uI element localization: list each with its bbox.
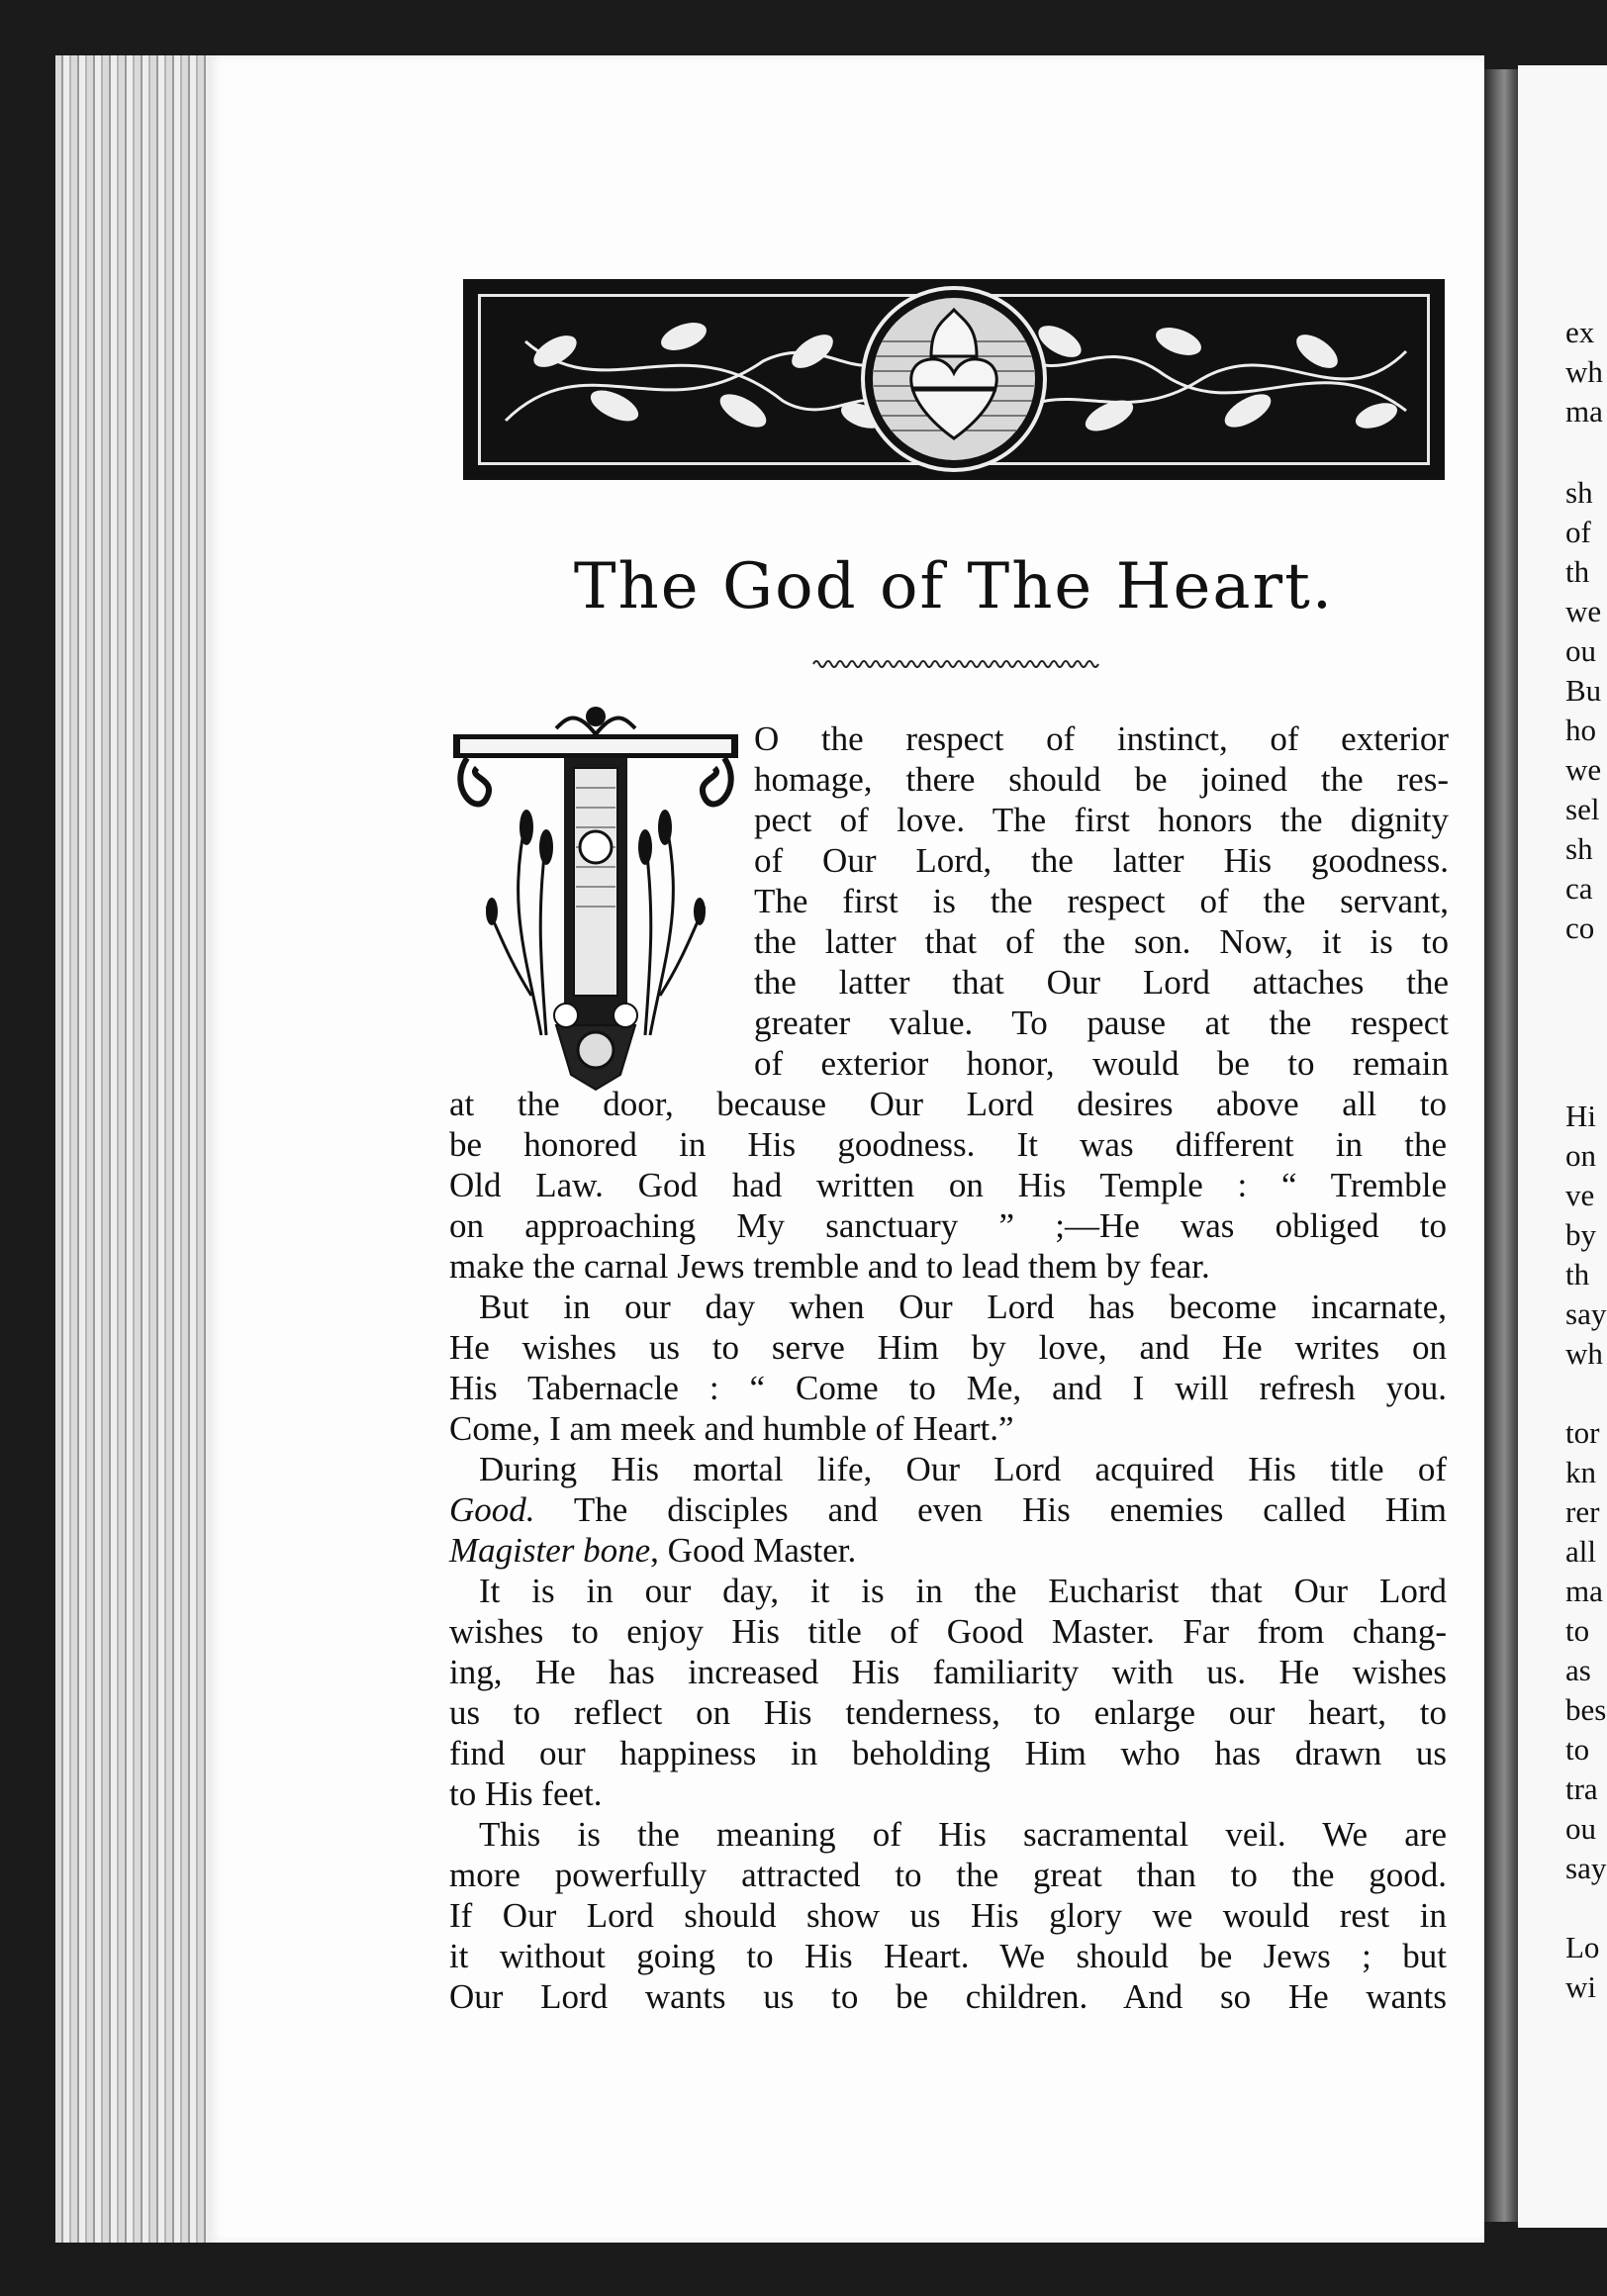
text-span: The disciples and even His enemies called Him [534,1490,1447,1529]
ornamental-header-banner [463,279,1445,480]
facing-page-fragment: ca [1565,871,1593,906]
facing-page-fragment: of [1565,515,1591,549]
facing-page-fragment: sh [1565,475,1593,510]
facing-page-fragment: sel [1565,792,1600,826]
facing-page-fragment: tra [1565,1771,1598,1806]
page-title: The God of The Heart. [573,550,1335,623]
text-line: pect of love. The first honors the dignity [754,801,1449,839]
facing-page-fragment: we [1565,594,1602,628]
text-line [449,1530,1447,1571]
text-line: If Our Lord should show us His glory we would rest in [449,1896,1447,1935]
text-line: During His mortal life, Our Lord acquired His title of [479,1450,1447,1488]
text-line: of Our Lord, the latter His goodness. [754,841,1449,880]
text-line: at the door, because Our Lord desires above all to [449,1085,1447,1123]
facing-page-fragment: by [1565,1217,1596,1252]
text-line: But in our day when Our Lord has become incarnate, [479,1288,1447,1326]
text-line: of exterior honor, would be to remain [754,1044,1449,1083]
text-line: wishes to enjoy His title of Good Master. Far from chang- [449,1612,1447,1651]
ornamental-dropcap-t [447,699,744,1095]
facing-page-fragment: wh [1565,354,1603,389]
facing-page-fragment: we [1565,752,1602,787]
text-line [449,1489,1447,1530]
text-line: the latter that of the son. Now, it is to [754,922,1449,961]
text-line: the latter that Our Lord attaches the [754,963,1449,1002]
facing-page-fragment: ve [1565,1178,1595,1212]
facing-page-fragment: ex [1565,315,1595,349]
page-edges [55,55,214,2243]
text-line: His Tabernacle : “ Come to Me, and I will refresh you. [449,1369,1447,1407]
text-line: The first is the respect of the servant, [754,882,1449,920]
text-span: , Good Master. [650,1531,857,1570]
facing-page-fragment: Bu [1565,673,1602,708]
text-line: O the respect of instinct, of exterior [754,719,1449,758]
italic-text: Magister bone [449,1531,651,1570]
facing-page-fragment: tor [1565,1415,1600,1450]
facing-page-fragment: say [1565,1296,1607,1331]
facing-page-fragment: th [1565,554,1590,589]
facing-page-fragment: th [1565,1257,1590,1292]
facing-page-fragment: sh [1565,831,1593,866]
text-line: homage, there should be joined the res- [754,760,1449,799]
facing-page-fragment: Hi [1565,1099,1596,1133]
facing-page-fragment: on [1565,1138,1596,1173]
text-line: This is the meaning of His sacramental veil. We are [479,1815,1447,1854]
facing-page-fragment: wi [1565,1969,1596,2004]
facing-page-fragment: say [1565,1851,1607,1885]
facing-page-fragment: ou [1565,1811,1596,1846]
body-text [449,1084,1447,2017]
text-line: greater value. To pause at the respect [754,1004,1449,1042]
text-line: Come, I am meek and humble of Heart.” [449,1409,1014,1448]
facing-page-fragment: wh [1565,1336,1603,1371]
text-line: be honored in His goodness. It was different in the [449,1125,1447,1164]
facing-page-fragment: to [1565,1613,1590,1648]
facing-page-fragment: ma [1565,1574,1603,1608]
book-gutter [1484,69,1518,2222]
facing-page-fragment: as [1565,1653,1591,1687]
text-line: Our Lord wants us to be children. And so He wants [449,1977,1447,2016]
text-line: He wishes us to serve Him by love, and He writes on [449,1328,1447,1367]
facing-page-fragment: all [1565,1534,1596,1569]
text-line: ing, He has increased His familiarity with us. He wishes [449,1653,1447,1691]
text-line: Old Law. God had written on His Temple : “ Tremble [449,1166,1447,1204]
text-line: It is in our day, it is in the Eucharist that Our Lord [479,1572,1447,1610]
text-line: more powerfully attracted to the great than to the good. [449,1856,1447,1894]
first-block-text [754,718,1449,1084]
facing-page-fragment: ou [1565,633,1596,668]
facing-page-fragment: ho [1565,713,1596,747]
facing-page-fragment: to [1565,1732,1590,1767]
facing-page-fragment: bes [1565,1692,1607,1727]
facing-page-fragment: Lo [1565,1930,1600,1964]
text-line: make the carnal Jews tremble and to lead them by fear. [449,1247,1210,1286]
text-line: find our happiness in beholding Him who has drawn us [449,1734,1447,1772]
title-divider-squiggle [811,657,1098,671]
facing-page-fragment: kn [1565,1455,1596,1489]
text-line: it without going to His Heart. We should be Jews ; but [449,1937,1447,1975]
facing-page-fragment: rer [1565,1494,1600,1529]
text-line: to His feet. [449,1774,603,1813]
text-line: us to reflect on His tenderness, to enlarge our heart, to [449,1693,1447,1732]
facing-page-fragment: co [1565,910,1595,945]
text-line: on approaching My sanctuary ” ;—He was obliged to [449,1206,1447,1245]
sacred-heart-floral-icon [466,282,1442,477]
facing-page-fragment: ma [1565,394,1603,429]
italic-text: Good. [449,1490,535,1529]
